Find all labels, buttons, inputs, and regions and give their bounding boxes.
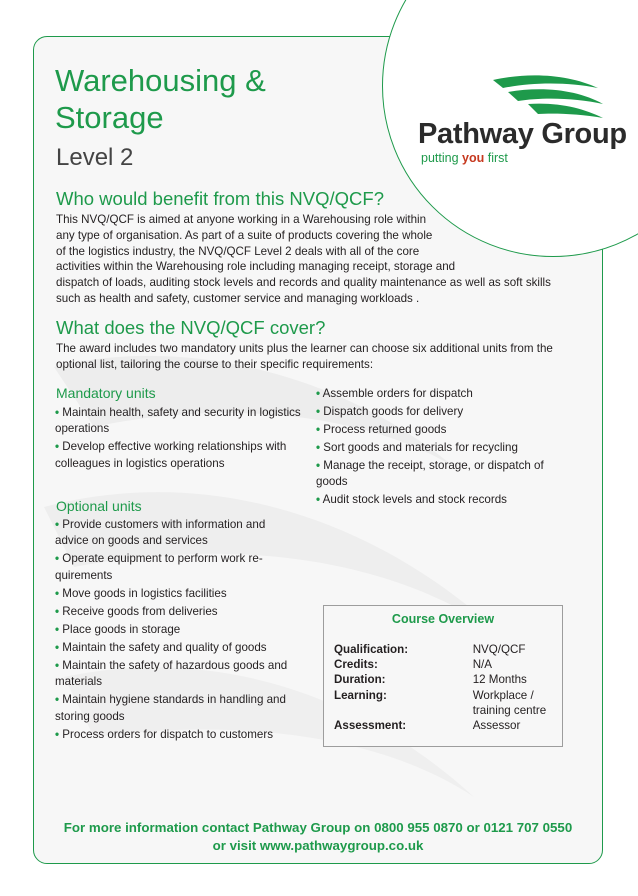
list-item: • Manage the receipt, storage, or dispatch of goods — [316, 459, 544, 489]
table-row: Duration: 12 Months — [334, 673, 527, 687]
mandatory-units-list — [55, 405, 310, 474]
logo-wordmark: Pathway Group — [418, 118, 627, 150]
list-item: • Operate equipment to perform work re-quirements — [55, 552, 263, 582]
list-item: • Place goods in storage — [55, 622, 181, 636]
course-overview-title: Course Overview — [391, 612, 495, 626]
list-item: • Provide customers with information and advice on goods and services — [55, 518, 266, 548]
contact-footer-line: For more information contact Pathway Group on 0800 955 0870 or 0121 707 0550 — [63, 820, 573, 835]
optional-units-list-right — [316, 386, 571, 510]
who-heading: Who would benefit from this NVQ/QCF? — [56, 188, 384, 209]
course-overview-box — [323, 605, 563, 747]
who-paragraph: This NVQ/QCF is aimed at anyone working in a Warehousing role within any type of organisation. As part of a suite of products covering the whole of the logistics industry, the NVQ/QCF Level 2 deals with all of the core activities within the Warehousing role including managing receipt, storage and dispatch of loads, auditing stock levels and records and quality maintenance as well as soft skills such as health and safety, customer service and managing workloads . — [56, 213, 551, 305]
course-overview-table — [334, 642, 562, 733]
table-row: Learning: Workplace / training centre — [334, 688, 547, 717]
list-item: • Process orders for dispatch to customers — [55, 727, 273, 741]
list-item: • Audit stock levels and stock records — [316, 493, 507, 507]
optional-units-list — [55, 517, 300, 745]
list-item: • Maintain health, safety and security in logistics operations — [55, 406, 301, 436]
website-footer-line: or visit www.pathwaygroup.co.uk — [212, 838, 424, 853]
list-item: • Develop effective working relationships with colleagues in logistics operations — [55, 440, 287, 470]
table-row: Qualification: NVQ/QCF — [334, 643, 526, 656]
logo-tagline: putting you first — [421, 151, 508, 165]
table-row: Assessment: Assessor — [334, 719, 521, 733]
list-item: • Maintain hygiene standards in handling and storing goods — [55, 693, 286, 723]
table-row: Credits: N/A — [334, 658, 493, 672]
page-title: Warehousing & Storage — [55, 63, 266, 135]
list-item: • Maintain the safety and quality of goods — [55, 640, 267, 654]
list-item: • Move goods in logistics facilities — [55, 586, 227, 600]
level-subtitle: Level 2 — [56, 144, 134, 171]
list-item: • Process returned goods — [316, 423, 447, 436]
cover-paragraph: The award includes two mandatory units plus the learner can choose six additional units from the optional list, tailoring the course to their specific requirements: — [56, 342, 553, 371]
list-item: • Assemble orders for dispatch — [316, 387, 473, 400]
optional-units-heading: Optional units — [56, 498, 142, 514]
list-item: • Sort goods and materials for recycling — [316, 441, 518, 454]
list-item: • Maintain the safety of hazardous goods and materials — [55, 658, 288, 689]
mandatory-units-heading: Mandatory units — [56, 385, 156, 401]
list-item: • Receive goods from deliveries — [55, 604, 218, 618]
list-item: • Dispatch goods for delivery — [316, 405, 464, 418]
cover-heading: What does the NVQ/QCF cover? — [56, 317, 326, 338]
